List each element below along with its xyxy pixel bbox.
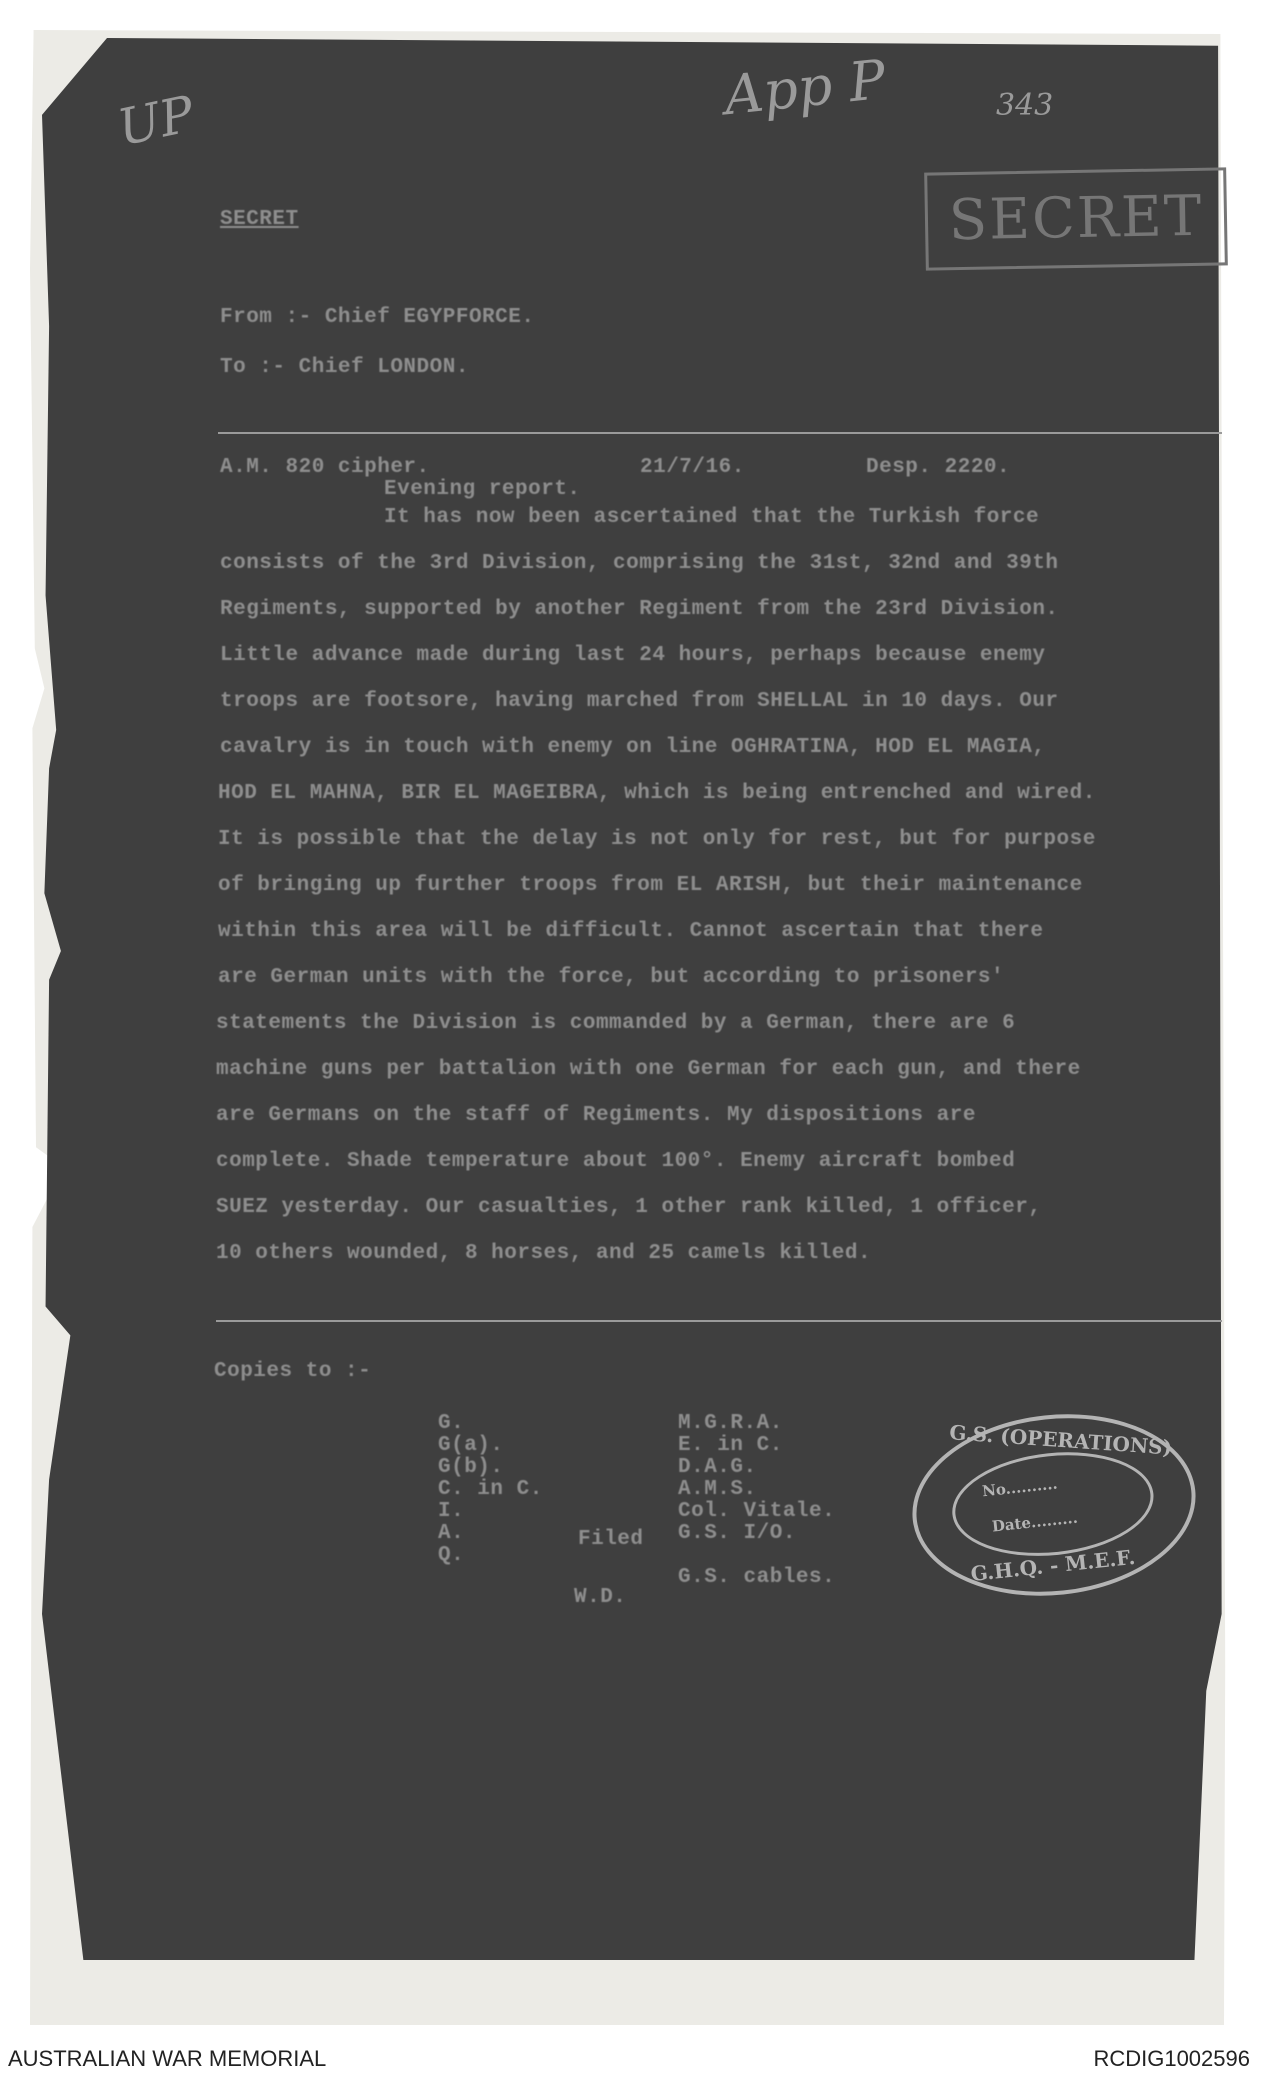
copy-recipient: G.S. cables. <box>678 1566 836 1589</box>
copy-recipient: I. <box>438 1500 465 1523</box>
body-line: are Germans on the staff of Regiments. My dispositions are <box>216 1104 976 1127</box>
body-line: 10 others wounded, 8 horses, and 25 camels killed. <box>216 1242 872 1265</box>
copy-recipient: G(a). <box>438 1434 504 1457</box>
pencil-annotation-up: UP <box>112 84 199 158</box>
body-line: statements the Division is commanded by a German, there are 6 <box>216 1012 1016 1035</box>
archive-reference-id: RCDIG1002596 <box>1093 2046 1250 2071</box>
body-line: cavalry is in touch with enemy on line OGHRATINA, HOD EL MAGIA, <box>220 736 1046 759</box>
message-subject: Evening report. <box>384 478 581 501</box>
body-line: HOD EL MAHNA, BIR EL MAGEIBRA, which is being entrenched and wired. <box>218 782 1096 805</box>
copy-recipient: D.A.G. <box>678 1456 757 1479</box>
body-line: Regiments, supported by another Regiment from the 23rd Division. <box>220 598 1059 621</box>
message-ref: A.M. 820 cipher. <box>220 456 430 479</box>
copy-recipient: G.S. I/O. <box>678 1522 796 1545</box>
body-line: troops are footsore, having marched from SHELLAL in 10 days. Our <box>220 690 1059 713</box>
pencil-annotation-app: App P <box>721 47 889 128</box>
body-line: Little advance made during last 24 hours, perhaps because enemy <box>220 644 1046 667</box>
copies-label: Copies to :- <box>214 1360 372 1383</box>
message-desp: Desp. 2220. <box>866 456 1011 479</box>
body-line: It is possible that the delay is not only for rest, but for purpose <box>218 828 1096 851</box>
copy-recipient: A.M.S. <box>678 1478 757 1501</box>
classification-heading: SECRET <box>220 208 299 231</box>
archive-credit: AUSTRALIAN WAR MEMORIAL <box>8 2046 327 2071</box>
to-line: To :- Chief LONDON. <box>220 356 469 379</box>
message-date: 21/7/16. <box>640 456 745 479</box>
top-divider <box>218 432 1222 434</box>
body-line: It has now been ascertained that the Turkish force <box>384 506 1040 529</box>
secret-stamp: SECRET <box>924 167 1228 270</box>
copy-recipient: A. <box>438 1522 465 1545</box>
copy-recipient: G. <box>438 1412 465 1435</box>
body-line: of bringing up further troops from EL ARISH, but their maintenance <box>218 874 1083 897</box>
bottom-divider <box>216 1320 1222 1322</box>
operations-stamp-footer: G.H.Q. - M.E.F. <box>969 1544 1137 1587</box>
copy-recipient: Col. Vitale. <box>678 1500 836 1523</box>
body-line: SUEZ yesterday. Our casualties, 1 other rank killed, 1 officer, <box>216 1196 1042 1219</box>
pencil-page-number: 343 <box>996 88 1054 123</box>
copy-recipient: Q. <box>438 1544 465 1567</box>
filed-note: Filed <box>578 1528 644 1551</box>
operations-stamp-no: No.......... <box>981 1474 1059 1501</box>
copy-recipient: G(b). <box>438 1456 504 1479</box>
body-line: consists of the 3rd Division, comprising the 31st, 32nd and 39th <box>220 552 1059 575</box>
copy-recipient: E. in C. <box>678 1434 783 1457</box>
operations-stamp-date: Date......... <box>990 1508 1079 1536</box>
body-line: within this area will be difficult. Cannot ascertain that there <box>218 920 1044 943</box>
copy-recipient: C. in C. <box>438 1478 543 1501</box>
from-line: From :- Chief EGYPFORCE. <box>220 306 535 329</box>
wd-note: W.D. <box>574 1586 627 1609</box>
body-line: complete. Shade temperature about 100°. Enemy aircraft bombed <box>216 1150 1016 1173</box>
copy-recipient: M.G.R.A. <box>678 1412 783 1435</box>
body-line: are German units with the force, but according to prisoners' <box>218 966 1005 989</box>
operations-stamp-title: G.S. (OPERATIONS) <box>948 1420 1173 1460</box>
body-line: machine guns per battalion with one German for each gun, and there <box>216 1058 1081 1081</box>
